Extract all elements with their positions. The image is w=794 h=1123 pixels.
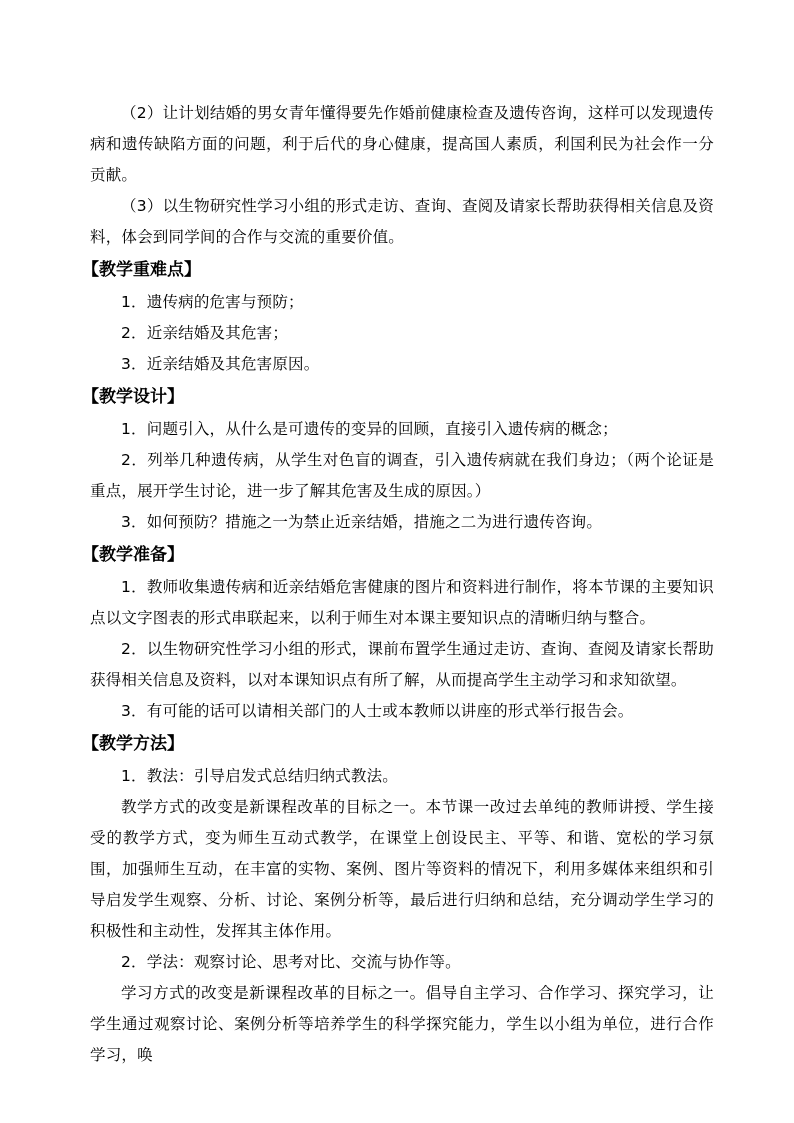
list-item: 1．遗传病的危害与预防； xyxy=(121,293,304,311)
list-item: 2．以生物研究性学习小组的形式，课前布置学生通过走访、查询、查阅及请家长帮助获得相关信息及资料，以对本课知识点有所了解，从而提高学生主动学习和求知欲望。 xyxy=(90,640,714,689)
section-heading: 【教学重难点】 xyxy=(82,260,201,280)
list-item: 3．如何预防？措施之一为禁止近亲结婚，措施之二为进行遗传咨询。 xyxy=(121,513,603,531)
list-item: 3．近亲结婚及其危害原因。 xyxy=(121,355,320,373)
intro-paragraph-3: （3）以生物研究性学习小组的形式走访、查询、查阅及请家长帮助获得相关信息及资料，体会到同学间的合作与交流的重要价值。 xyxy=(90,197,714,246)
section-heading: 【教学准备】 xyxy=(82,545,184,565)
section-key-difficulties xyxy=(82,253,714,380)
list-item: 2．列举几种遗传病，从学生对色盲的调查，引入遗传病就在我们身边；（两个论证是重点，展开学生讨论，进一步了解其危害及生成的原因。） xyxy=(90,451,714,500)
list-item: 1．问题引入，从什么是可遗传的变异的回顾，直接引入遗传病的概念； xyxy=(121,420,618,438)
section-teaching-preparation xyxy=(82,538,714,727)
section-teaching-design xyxy=(82,380,714,538)
body-paragraph: 学习方式的改变是新课程改革的目标之一。倡导自主学习、合作学习、探究学习，让学生通过观察讨论、案例分析等培养学生的科学探究能力，学生以小组为单位，进行合作学习，唤 xyxy=(90,984,714,1064)
section-teaching-methods xyxy=(82,727,714,1071)
intro-paragraph-2: （2）让计划结婚的男女青年懂得要先作婚前健康检查及遗传咨询，这样可以发现遗传病和遗传缺陷方面的问题，利于后代的身心健康，提高国人素质，利国利民为社会作一分贡献。 xyxy=(90,104,714,184)
list-item: 3．有可能的话可以请相关部门的人士或本教师以讲座的形式举行报告会。 xyxy=(121,702,634,720)
list-item: 1．教法：引导启发式总结归纳式教法。 xyxy=(121,767,398,785)
section-heading: 【教学设计】 xyxy=(82,387,184,407)
section-heading: 【教学方法】 xyxy=(82,734,184,754)
body-paragraph: 教学方式的改变是新课程改革的目标之一。本节课一改过去单纯的教师讲授、学生接受的教学方式，变为师生互动式教学，在课堂上创设民主、平等、和谐、宽松的学习氛围，加强师生互动，在丰富的实物、案例、图片等资料的情况下，利用多媒体来组织和引导启发学生观察、分析、讨论、案例分析等，最后进行归纳和总结，充分调动学生学习的积极性和主动性，发挥其主体作用。 xyxy=(90,798,714,940)
document-page xyxy=(82,98,714,1071)
list-item: 2．近亲结婚及其危害； xyxy=(121,324,289,342)
list-item: 1．教师收集遗传病和近亲结婚危害健康的图片和资料进行制作，将本节课的主要知识点以文字图表的形式串联起来，以利于师生对本课主要知识点的清晰归纳与整合。 xyxy=(90,578,714,627)
list-item: 2．学法：观察讨论、思考对比、交流与协作等。 xyxy=(121,953,461,971)
